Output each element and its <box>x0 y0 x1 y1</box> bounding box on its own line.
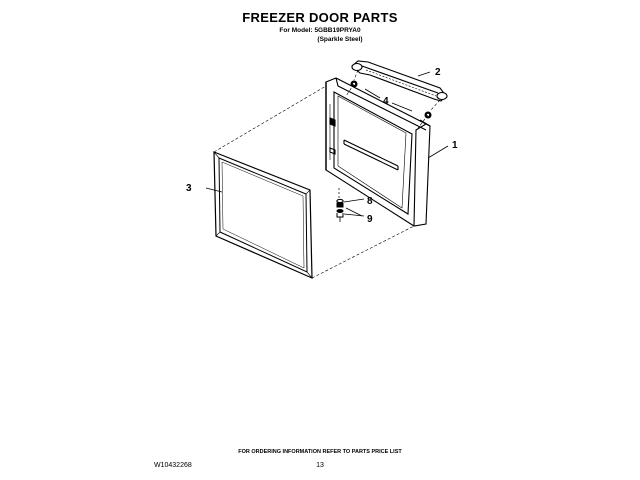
page-title: FREEZER DOOR PARTS <box>242 10 398 25</box>
callout-8: 8 <box>367 196 373 207</box>
document-number: W10432268 <box>154 462 192 469</box>
callout-3: 3 <box>186 183 192 194</box>
color-line: (Sparkle Steel) <box>317 36 363 43</box>
model-line: For Model: 5GBB19PRYA0 <box>279 27 361 34</box>
ordering-info-note: FOR ORDERING INFORMATION REFER TO PARTS PRICE LIST <box>238 449 402 455</box>
callout-4: 4 <box>383 96 389 107</box>
callout-2: 2 <box>435 67 441 78</box>
hinge-hardware-parts <box>337 188 343 222</box>
door-gasket-part <box>214 152 312 278</box>
callout-9: 9 <box>367 214 373 225</box>
callout-1: 1 <box>452 140 458 151</box>
page-number: 13 <box>316 462 324 469</box>
